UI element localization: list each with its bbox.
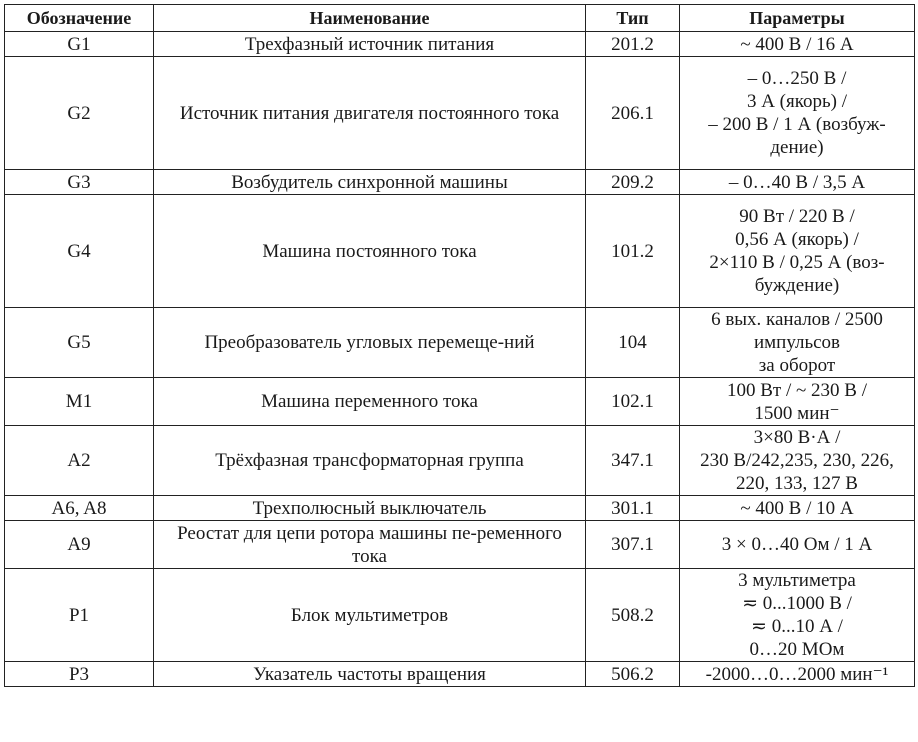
cell-name: Источник питания двигателя постоянного тока <box>154 57 586 170</box>
cell-designation: P1 <box>5 569 154 662</box>
params-line: 2×110 В / 0,25 А (воз- <box>709 252 885 273</box>
params-line: – 0…40 В / 3,5 А <box>728 171 866 193</box>
params-line: за оборот <box>758 355 836 376</box>
params-line: 3 А (якорь) / <box>746 91 848 112</box>
cell-type: 101.2 <box>586 195 680 308</box>
params-line: 0…20 МОм <box>749 639 845 660</box>
cell-name: Указатель частоты вращения <box>154 662 586 687</box>
cell-name: Реостат для цепи ротора машины пе-ременного тока <box>154 521 586 569</box>
table-row <box>5 662 915 687</box>
cell-designation: G3 <box>5 170 154 195</box>
params-line: 6 вых. каналов / 2500 <box>711 309 883 330</box>
cell-type: 201.2 <box>586 32 680 57</box>
table-row <box>5 308 915 378</box>
cell-designation: G4 <box>5 195 154 308</box>
cell-params <box>680 378 915 426</box>
cell-name: Преобразователь угловых перемеще-ний <box>154 308 586 378</box>
table-row <box>5 32 915 57</box>
cell-designation: M1 <box>5 378 154 426</box>
params-line: 3 × 0…40 Ом / 1 А <box>721 534 873 555</box>
cell-type: 104 <box>586 308 680 378</box>
cell-type: 347.1 <box>586 426 680 496</box>
params-line: 100 Вт / ~ 230 В / <box>727 379 867 401</box>
params-line: 3×80 В·А / <box>753 427 841 448</box>
cell-designation: G5 <box>5 308 154 378</box>
params-line: 3 мультиметра <box>738 570 856 591</box>
cell-params <box>680 32 915 57</box>
table-row <box>5 569 915 662</box>
table-row <box>5 57 915 170</box>
cell-params <box>680 195 915 308</box>
cell-params <box>680 170 915 195</box>
cell-name: Машина переменного тока <box>154 378 586 426</box>
params-line: 230 В/242,235, 230, 226, <box>700 450 894 471</box>
cell-designation: A2 <box>5 426 154 496</box>
cell-type: 102.1 <box>586 378 680 426</box>
params-line: буждение) <box>754 275 840 296</box>
params-line: ~ 400 В / 10 А <box>740 497 854 519</box>
params-line: – 0…250 В / <box>747 68 847 89</box>
header-type: Тип <box>586 5 680 32</box>
equipment-table <box>4 4 915 687</box>
params-line: -2000…0…2000 мин⁻¹ <box>705 663 889 685</box>
cell-params <box>680 426 915 496</box>
params-line: ~ 400 В / 16 А <box>740 33 854 55</box>
cell-name: Машина постоянного тока <box>154 195 586 308</box>
params-line: 1500 мин⁻ <box>754 402 840 424</box>
cell-type: 301.1 <box>586 496 680 521</box>
cell-type: 307.1 <box>586 521 680 569</box>
params-line: ≂ 0...1000 В / <box>742 593 852 614</box>
cell-type: 506.2 <box>586 662 680 687</box>
table-row <box>5 426 915 496</box>
params-line: 90 Вт / 220 В / <box>739 206 855 227</box>
table-row <box>5 378 915 426</box>
header-params: Параметры <box>680 5 915 32</box>
cell-name: Трехполюсный выключатель <box>154 496 586 521</box>
cell-params <box>680 496 915 521</box>
params-line: 0,56 А (якорь) / <box>735 229 859 250</box>
params-line: дение) <box>770 137 824 158</box>
header-designation: Обозначение <box>5 5 154 32</box>
table-row <box>5 195 915 308</box>
cell-designation: G2 <box>5 57 154 170</box>
cell-name: Возбудитель синхронной машины <box>154 170 586 195</box>
params-line: импульсов <box>753 332 841 353</box>
cell-designation: P3 <box>5 662 154 687</box>
cell-params <box>680 308 915 378</box>
cell-params <box>680 521 915 569</box>
cell-name: Трёхфазная трансформаторная группа <box>154 426 586 496</box>
cell-params <box>680 662 915 687</box>
cell-type: 508.2 <box>586 569 680 662</box>
cell-name: Блок мультиметров <box>154 569 586 662</box>
table-row <box>5 521 915 569</box>
cell-designation: A9 <box>5 521 154 569</box>
params-line: – 200 В / 1 А (возбуж- <box>708 114 886 135</box>
cell-params <box>680 569 915 662</box>
params-line: 220, 133, 127 В <box>736 473 858 494</box>
cell-params <box>680 57 915 170</box>
header-row <box>5 5 915 32</box>
table-row <box>5 496 915 521</box>
cell-name: Трехфазный источник питания <box>154 32 586 57</box>
cell-type: 206.1 <box>586 57 680 170</box>
table-row <box>5 170 915 195</box>
cell-type: 209.2 <box>586 170 680 195</box>
params-line: ≂ 0...10 А / <box>751 616 843 637</box>
cell-designation: G1 <box>5 32 154 57</box>
cell-designation: A6, A8 <box>5 496 154 521</box>
header-name: Наименование <box>154 5 586 32</box>
